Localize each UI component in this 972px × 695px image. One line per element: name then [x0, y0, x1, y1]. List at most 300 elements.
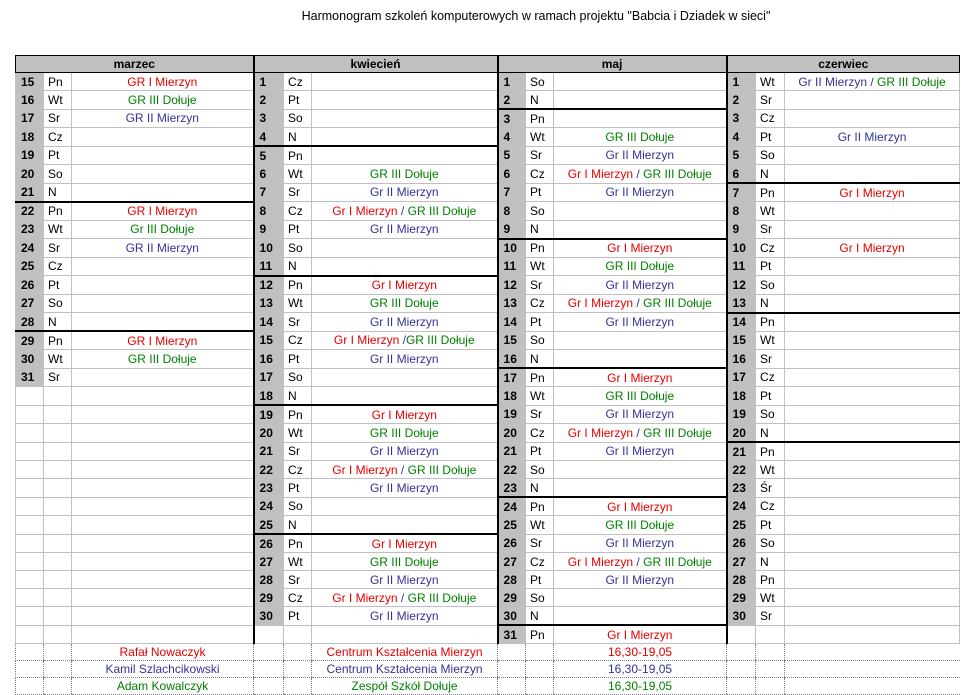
group-cell — [312, 128, 498, 147]
group-label: Gr II Mierzyn — [369, 222, 439, 237]
day-number: 9 — [727, 220, 756, 239]
day-number: 17 — [16, 109, 44, 128]
group-cell — [554, 387, 727, 406]
day-of-week — [44, 497, 72, 516]
group-cell — [785, 331, 960, 350]
day-number — [16, 461, 44, 479]
group-cell — [785, 183, 960, 202]
day-number: 10 — [254, 239, 284, 258]
day-number: 26 — [16, 276, 44, 295]
day-of-week: Śr — [756, 479, 785, 498]
day-of-week — [44, 424, 72, 443]
day-of-week: Cz — [284, 202, 312, 221]
group-label: Gr III Dołuje — [130, 222, 195, 237]
group-cell — [72, 625, 254, 644]
group-label: / — [633, 166, 644, 181]
day-of-week: Cz — [284, 461, 312, 479]
group-cell — [554, 202, 727, 221]
day-number — [727, 625, 756, 644]
day-number: 7 — [498, 183, 526, 202]
day-of-week — [44, 405, 72, 424]
day-of-week: Cz — [526, 165, 554, 184]
day-number: 20 — [727, 424, 756, 443]
group-cell — [312, 91, 498, 110]
group-label: Gr II Mierzyn — [605, 277, 675, 292]
day-of-week: Sr — [756, 220, 785, 239]
day-of-week: Pt — [284, 91, 312, 110]
group-cell — [312, 368, 498, 387]
group-label: GR II Mierzyn — [125, 111, 199, 126]
group-label: / — [397, 590, 408, 605]
day-number: 14 — [498, 313, 526, 332]
day-number: 25 — [16, 257, 44, 276]
day-number: 25 — [254, 516, 284, 535]
group-cell — [72, 257, 254, 276]
group-cell — [785, 497, 960, 516]
day-of-week: Sr — [756, 350, 785, 369]
day-of-week: Wt — [526, 128, 554, 147]
day-number: 24 — [16, 239, 44, 258]
day-of-week — [44, 571, 72, 589]
day-of-week: Pt — [526, 313, 554, 332]
schedule-table — [15, 55, 960, 695]
month-header-row — [16, 56, 960, 73]
day-number: 18 — [727, 387, 756, 406]
day-of-week: So — [526, 461, 554, 479]
training-hours: 16,30-19,05 — [554, 661, 727, 678]
day-number: 22 — [16, 202, 44, 221]
day-of-week: Cz — [756, 109, 785, 128]
day-number: 23 — [16, 220, 44, 239]
instructor-name: Kamil Szlachcikowski — [72, 661, 254, 678]
group-cell — [72, 387, 254, 406]
group-label: / — [633, 554, 644, 569]
group-cell — [72, 109, 254, 128]
group-cell — [312, 165, 498, 184]
day-number: 25 — [727, 516, 756, 535]
group-label: Gr II Mierzyn — [605, 407, 675, 422]
group-cell — [554, 625, 727, 644]
group-cell — [72, 183, 254, 202]
day-of-week: N — [526, 220, 554, 239]
group-cell — [312, 589, 498, 607]
group-cell — [72, 276, 254, 295]
group-cell — [785, 73, 960, 91]
group-cell — [785, 220, 960, 239]
group-cell — [72, 405, 254, 424]
group-cell — [312, 461, 498, 479]
day-of-week: Wt — [526, 516, 554, 535]
spacer-cell — [727, 661, 756, 678]
day-number: 15 — [16, 73, 44, 91]
day-number: 6 — [727, 165, 756, 184]
page-title: Harmonogram szkoleń komputerowych w ramach projektu "Babcia i Dziadek w sieci" — [301, 9, 771, 23]
group-cell — [554, 607, 727, 626]
spacer-cell — [44, 661, 72, 678]
day-of-week: Wt — [526, 387, 554, 406]
group-label: Gr I Mierzyn — [332, 203, 398, 218]
day-of-week: Wt — [756, 461, 785, 479]
day-of-week: So — [284, 497, 312, 516]
day-number: 5 — [498, 146, 526, 165]
group-cell — [72, 220, 254, 239]
group-cell — [554, 165, 727, 184]
day-number: 4 — [498, 128, 526, 147]
table-row — [16, 109, 960, 128]
group-cell — [312, 534, 498, 553]
group-label: Gr II Mierzyn — [605, 572, 675, 587]
day-number: 23 — [254, 479, 284, 498]
table-row — [16, 589, 960, 607]
day-of-week: So — [284, 109, 312, 128]
group-cell — [554, 276, 727, 295]
group-label: Gr I Mierzyn — [567, 554, 634, 569]
day-of-week: Sr — [526, 276, 554, 295]
day-of-week: So — [756, 534, 785, 553]
day-number: 27 — [16, 294, 44, 313]
day-number: 15 — [727, 331, 756, 350]
group-cell — [312, 424, 498, 443]
day-of-week: Pn — [526, 109, 554, 128]
group-cell — [312, 625, 498, 644]
day-number — [16, 589, 44, 607]
group-cell — [785, 128, 960, 147]
day-of-week: So — [526, 202, 554, 221]
table-row — [16, 313, 960, 332]
table-row — [16, 276, 960, 295]
group-cell — [312, 239, 498, 258]
month-header: maj — [498, 56, 727, 73]
group-cell — [554, 424, 727, 443]
day-number: 5 — [254, 146, 284, 165]
day-of-week: Wt — [284, 294, 312, 313]
training-location: Zespół Szkół Dołuje — [312, 678, 498, 695]
day-number: 19 — [16, 146, 44, 165]
group-cell — [554, 461, 727, 479]
day-of-week: Pn — [284, 534, 312, 553]
group-cell — [72, 553, 254, 571]
group-cell — [554, 239, 727, 258]
group-label: GR III Dołuje — [405, 333, 475, 348]
day-number: 15 — [498, 331, 526, 350]
group-label: GR III Dołuje — [127, 351, 197, 366]
group-label: Gr I Mierzyn — [371, 278, 437, 292]
group-cell — [554, 73, 727, 91]
day-of-week — [44, 461, 72, 479]
group-label: Gr I Mierzyn — [567, 296, 634, 311]
group-cell — [72, 571, 254, 589]
group-cell — [554, 368, 727, 387]
group-cell — [785, 109, 960, 128]
day-of-week: N — [526, 479, 554, 498]
group-cell — [554, 350, 727, 369]
table-row — [16, 461, 960, 479]
day-number: 27 — [727, 553, 756, 571]
day-of-week: N — [756, 165, 785, 184]
day-of-week: Sr — [284, 571, 312, 589]
table-row — [16, 239, 960, 258]
day-number: 18 — [16, 128, 44, 147]
group-cell — [785, 442, 960, 461]
day-number: 24 — [727, 497, 756, 516]
group-cell — [785, 607, 960, 626]
day-number: 29 — [254, 589, 284, 607]
group-cell — [785, 313, 960, 332]
day-of-week: N — [526, 607, 554, 626]
day-of-week — [44, 479, 72, 498]
table-row — [16, 202, 960, 221]
day-of-week: Pt — [756, 387, 785, 406]
group-cell — [312, 294, 498, 313]
table-row — [16, 571, 960, 589]
group-cell — [554, 220, 727, 239]
group-label: Gr I Mierzyn — [607, 627, 673, 642]
group-label: GR III Dołuje — [643, 425, 712, 440]
day-of-week — [44, 607, 72, 626]
table-row — [16, 553, 960, 571]
day-of-week: So — [756, 146, 785, 165]
day-number — [16, 479, 44, 498]
day-of-week: So — [756, 276, 785, 295]
day-of-week — [44, 516, 72, 535]
day-number: 16 — [254, 350, 284, 369]
group-label: GR III Dołuje — [605, 129, 675, 144]
group-label: Gr I Mierzyn — [607, 241, 673, 255]
day-of-week: Wt — [284, 424, 312, 443]
table-row — [16, 479, 960, 498]
day-of-week: N — [44, 183, 72, 202]
group-cell — [312, 276, 498, 295]
group-cell — [312, 442, 498, 461]
day-of-week — [756, 625, 785, 644]
day-number: 28 — [254, 571, 284, 589]
day-number: 22 — [254, 461, 284, 479]
day-number: 13 — [727, 294, 756, 313]
table-row — [16, 257, 960, 276]
group-cell — [785, 571, 960, 589]
month-header: marzec — [16, 56, 254, 73]
group-cell — [785, 368, 960, 387]
day-of-week: Cz — [526, 424, 554, 443]
day-of-week: Pt — [44, 146, 72, 165]
group-cell — [554, 571, 727, 589]
day-number: 22 — [727, 461, 756, 479]
table-row — [16, 607, 960, 626]
group-cell — [785, 350, 960, 369]
day-number: 28 — [498, 571, 526, 589]
spacer-cell — [254, 644, 284, 661]
group-cell — [785, 276, 960, 295]
group-label: GR III Dołuje — [643, 166, 712, 181]
group-cell — [785, 625, 960, 644]
day-number: 30 — [498, 607, 526, 626]
day-of-week — [44, 534, 72, 553]
day-number: 10 — [498, 239, 526, 258]
table-row — [16, 294, 960, 313]
day-of-week: Pn — [756, 571, 785, 589]
spacer-cell — [254, 678, 284, 695]
group-cell — [72, 313, 254, 332]
day-of-week: Cz — [756, 497, 785, 516]
day-number: 9 — [254, 220, 284, 239]
table-row — [16, 128, 960, 147]
day-of-week — [44, 625, 72, 644]
day-of-week: Pt — [284, 479, 312, 498]
group-cell — [72, 607, 254, 626]
spacer-cell — [785, 661, 960, 678]
group-cell — [312, 553, 498, 571]
day-of-week: Sr — [44, 368, 72, 387]
day-of-week: Pt — [756, 128, 785, 147]
group-cell — [72, 424, 254, 443]
group-cell — [554, 91, 727, 110]
group-label: / — [633, 425, 644, 440]
group-cell — [72, 368, 254, 387]
month-header: czerwiec — [727, 56, 960, 73]
day-number: 29 — [727, 589, 756, 607]
day-number — [16, 424, 44, 443]
group-cell — [312, 479, 498, 498]
group-label: / — [397, 462, 408, 477]
group-cell — [72, 516, 254, 535]
day-of-week: Pn — [44, 73, 72, 91]
table-row — [16, 183, 960, 202]
day-number: 8 — [498, 202, 526, 221]
group-cell — [72, 479, 254, 498]
day-number: 26 — [727, 534, 756, 553]
day-number: 23 — [727, 479, 756, 498]
group-label: Gr II Mierzyn — [605, 314, 675, 329]
group-cell — [72, 165, 254, 184]
spacer-cell — [498, 661, 526, 678]
day-number: 31 — [498, 625, 526, 644]
group-label: Gr I Mierzyn — [607, 499, 673, 514]
group-label: GR III Dołuje — [605, 259, 675, 274]
group-cell — [312, 313, 498, 332]
day-number: 20 — [498, 424, 526, 443]
instructor-row — [16, 678, 960, 695]
day-number: 6 — [254, 165, 284, 184]
day-number — [16, 571, 44, 589]
day-number: 1 — [727, 73, 756, 91]
group-label: Gr II Mierzyn — [605, 444, 675, 459]
group-cell — [785, 165, 960, 184]
spacer-cell — [526, 678, 554, 695]
group-label: GR I Mierzyn — [127, 333, 198, 348]
day-number: 4 — [254, 128, 284, 147]
spacer-cell — [498, 644, 526, 661]
group-label: Gr II Mierzyn — [369, 608, 439, 623]
group-label: Gr I Mierzyn — [839, 185, 905, 200]
group-label: / — [397, 203, 408, 218]
group-cell — [785, 202, 960, 221]
table-row — [16, 442, 960, 461]
group-label: Gr I Mierzyn — [333, 333, 400, 348]
group-cell — [785, 461, 960, 479]
day-number: 18 — [498, 387, 526, 406]
group-cell — [785, 553, 960, 571]
day-of-week: Sr — [756, 607, 785, 626]
day-number: 24 — [254, 497, 284, 516]
instructor-row — [16, 644, 960, 661]
training-hours: 16,30-19,05 — [554, 644, 727, 661]
day-of-week: N — [44, 313, 72, 332]
spacer-cell — [284, 661, 312, 678]
table-row — [16, 73, 960, 91]
day-number: 30 — [254, 607, 284, 626]
day-number: 29 — [498, 589, 526, 607]
group-cell — [785, 516, 960, 535]
day-of-week: Sr — [284, 313, 312, 332]
table-row — [16, 424, 960, 443]
group-cell — [554, 479, 727, 498]
group-label: Gr I Mierzyn — [567, 425, 634, 440]
spacer-cell — [526, 661, 554, 678]
group-label: Gr II Mierzyn — [605, 185, 675, 200]
group-cell — [785, 239, 960, 258]
day-of-week: N — [284, 257, 312, 276]
group-cell — [72, 239, 254, 258]
day-of-week: Cz — [44, 257, 72, 276]
group-cell — [312, 497, 498, 516]
day-number: 3 — [498, 109, 526, 128]
group-label: GR II Mierzyn — [125, 240, 199, 255]
group-label: GR I Mierzyn — [127, 204, 198, 218]
group-cell — [785, 387, 960, 406]
day-number: 3 — [254, 109, 284, 128]
table-row — [16, 516, 960, 535]
day-number — [16, 405, 44, 424]
day-of-week: Sr — [756, 91, 785, 110]
group-cell — [785, 257, 960, 276]
day-of-week: Pt — [756, 257, 785, 276]
day-of-week: Pn — [526, 368, 554, 387]
day-number: 16 — [16, 91, 44, 110]
group-cell — [72, 331, 254, 350]
group-cell — [785, 146, 960, 165]
day-number: 26 — [498, 534, 526, 553]
day-number: 28 — [16, 313, 44, 332]
group-cell — [554, 589, 727, 607]
group-label: Gr I Mierzyn — [607, 370, 673, 385]
day-of-week: Pn — [756, 442, 785, 461]
day-number: 2 — [498, 91, 526, 110]
day-of-week: Pn — [284, 146, 312, 165]
day-number: 21 — [498, 442, 526, 461]
day-of-week: So — [526, 589, 554, 607]
group-cell — [312, 571, 498, 589]
group-label: GR III Dołuje — [127, 92, 197, 107]
day-of-week: Cz — [284, 73, 312, 91]
group-label: GR III Dołuje — [643, 554, 712, 569]
group-cell — [312, 146, 498, 165]
group-cell — [312, 202, 498, 221]
group-label: GR III Dołuje — [369, 296, 439, 311]
group-label: Gr II Mierzyn — [369, 351, 439, 366]
group-cell — [72, 442, 254, 461]
day-of-week — [44, 589, 72, 607]
day-number: 4 — [727, 128, 756, 147]
group-cell — [72, 202, 254, 221]
group-label: Gr II Mierzyn — [605, 536, 675, 551]
day-of-week: So — [526, 73, 554, 91]
day-of-week: Pt — [526, 442, 554, 461]
day-of-week: Sr — [526, 534, 554, 553]
group-cell — [72, 534, 254, 553]
day-number: 14 — [254, 313, 284, 332]
spacer-cell — [756, 661, 785, 678]
day-of-week: Sr — [284, 442, 312, 461]
